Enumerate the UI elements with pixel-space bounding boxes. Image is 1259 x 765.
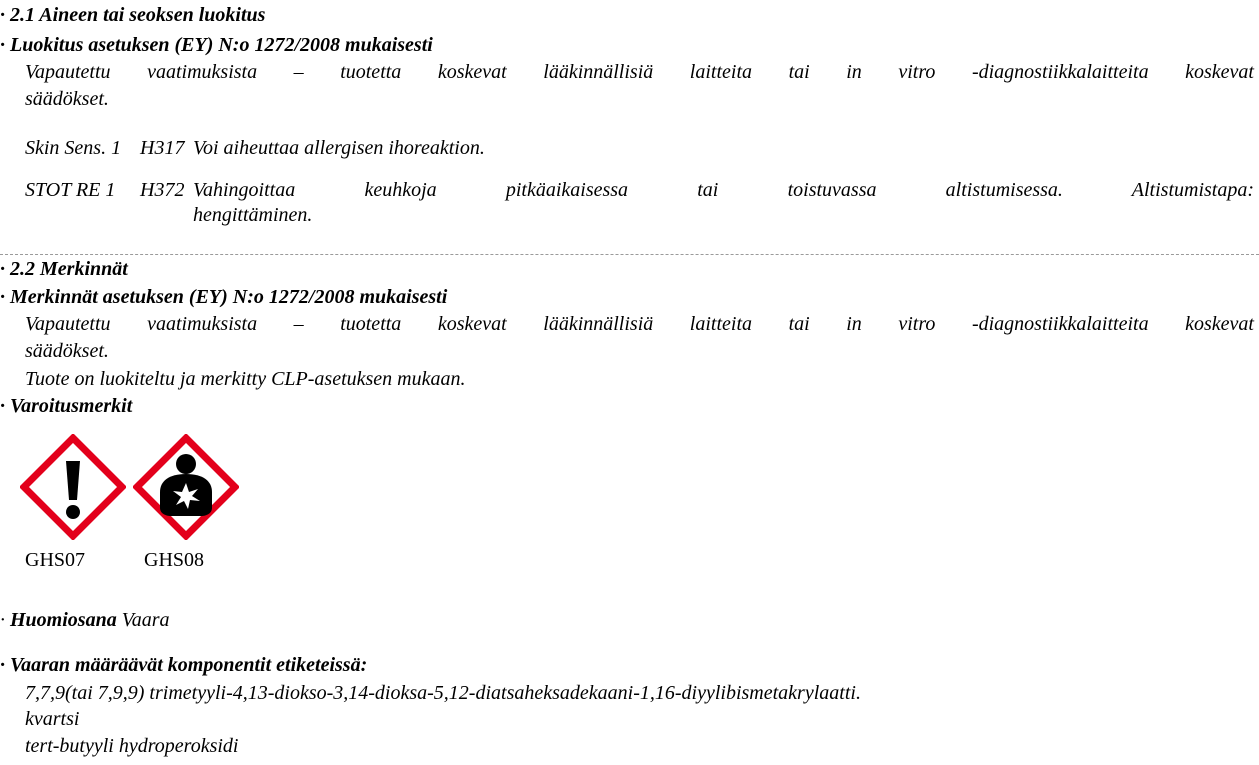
signal-word-row: · Huomiosana Vaara: [0, 609, 170, 631]
section-2-1-heading: · 2.1 Aineen tai seoksen luokitus: [0, 4, 266, 26]
signal-word: Vaara: [121, 609, 170, 631]
classification-exempt-line-2: säädökset.: [25, 88, 109, 110]
hazard-statement: Vahingoittaa keuhkoja pitkäaikaisessa tai toistuvassa altistumisessa. Altistumistapa:: [193, 179, 1254, 201]
exclamation-mark-icon: [20, 434, 126, 540]
labelling-subheading: · Merkinnät asetuksen (EY) N:o 1272/2008 mukaisesti: [0, 286, 448, 308]
component-item: kvartsi: [25, 708, 80, 730]
component-item: tert-butyyli hydroperoksidi: [25, 735, 239, 757]
hazard-statement: Voi aiheuttaa allergisen ihoreaktion.: [193, 137, 485, 159]
pictograms-label: · Varoitusmerkit: [0, 395, 133, 417]
labelling-exempt-line-2: säädökset.: [25, 340, 109, 362]
classification-subheading: · Luokitus asetuksen (EY) N:o 1272/2008 mukaisesti: [0, 34, 433, 56]
section-divider: [0, 254, 1259, 255]
hazard-class: STOT RE 1: [25, 179, 116, 201]
ghs08-caption: GHS08: [144, 549, 205, 571]
hazard-statement-continued: hengittäminen.: [193, 204, 313, 226]
signal-word-label: Huomiosana: [10, 609, 117, 631]
components-label: · Vaaran määräävät komponentit etiketeissä:: [0, 654, 368, 676]
section-2-2-heading: · 2.2 Merkinnät: [0, 258, 128, 280]
classification-row: [25, 178, 115, 202]
health-hazard-icon: [133, 434, 239, 540]
classification-row: [25, 136, 121, 160]
classification-exempt-line-1: Vapautettu vaatimuksista – tuotetta koskevat lääkinnällisiä laitteita tai in vitro -diagnostiikkalaitteita koskevat: [25, 61, 1254, 83]
labelling-exempt-line-1: Vapautettu vaatimuksista – tuotetta koskevat lääkinnällisiä laitteita tai in vitro -diagnostiikkalaitteita koskevat: [25, 313, 1254, 335]
clp-note: Tuote on luokiteltu ja merkitty CLP-asetuksen mukaan.: [25, 368, 466, 390]
hazard-class: Skin Sens. 1: [25, 137, 122, 159]
hazard-code: H317: [140, 137, 185, 159]
component-item: 7,7,9(tai 7,9,9) trimetyyli-4,13-diokso-3,14-dioksa-5,12-diatsaheksadekaani-1,16-diyylibismetakrylaatti.: [25, 682, 861, 704]
ghs07-caption: GHS07: [25, 549, 86, 571]
hazard-code: H372: [140, 179, 185, 201]
